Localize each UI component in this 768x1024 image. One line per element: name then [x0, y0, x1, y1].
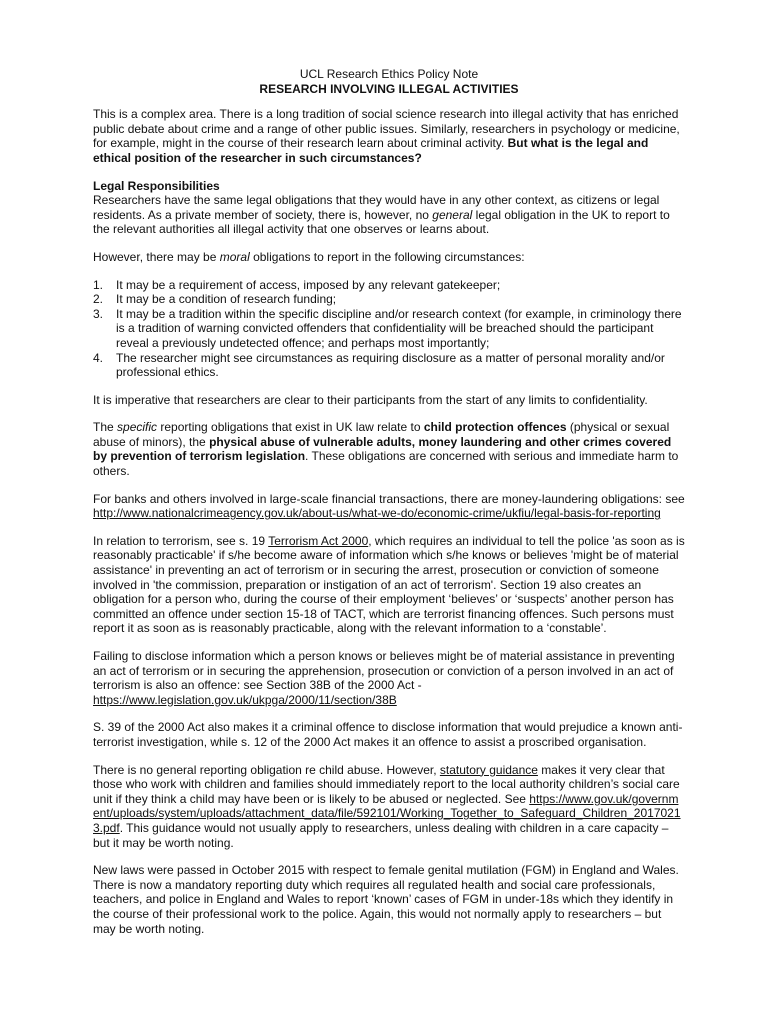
- specific-bold-child-protection: child protection offences: [423, 420, 567, 435]
- list-item-text: It may be a tradition within the specific discipline and/or research context (for example, in criminology there is a tradition of warning convicted offenders that confidentiality will be breached should the participant reveal a previously undetected offence; and perhaps most importantly;: [116, 306, 682, 350]
- list-item: [93, 351, 685, 380]
- list-item-number: 1.: [93, 277, 104, 292]
- terrorism-act-link[interactable]: Terrorism Act 2000: [268, 533, 369, 548]
- working-together-link[interactable]: https://www.gov.uk/government/uploads/system/uploads/attachment_data/file/592101/Working_Together_to_Safeguard_Children_20170213.pdf: [93, 791, 681, 835]
- legal-responsibilities-heading: Legal Responsibilities: [93, 178, 220, 193]
- document-header: [93, 67, 685, 96]
- list-item: [93, 278, 685, 293]
- banks-text: For banks and others involved in large-scale financial transactions, there are money-laundering obligations: see: [93, 491, 685, 506]
- child-text-a: There is no general reporting obligation re child abuse. However,: [93, 762, 440, 777]
- policy-note-title: UCL Research Ethics Policy Note: [299, 67, 479, 81]
- specific-obligations-paragraph: [93, 420, 685, 478]
- child-text-b: makes it very clear that those who work with children and families should immediately report to the local authority children’s social care unit if they think a child may have been or is likely to be abused or neglected. See: [93, 762, 680, 806]
- specific-text-b: reporting obligations that exist in UK law relate to: [157, 420, 424, 435]
- fgm-paragraph: New laws were passed in October 2015 with respect to female genital mutilation (FGM) in England and Wales. There is now a mandatory reporting duty which requires all regulated health and social care professionals, teachers, and police in England and Wales to report ‘known’ cases of FGM in under-18s which they identify in the course of their professional work to the police. Again, this would not normally apply to researchers – but may be worth noting.: [93, 863, 679, 936]
- intro-paragraph: [93, 107, 685, 165]
- specific-bold-abuse-laundering: physical abuse of vulnerable adults, money laundering and other crimes covered by prevention of terrorism legislation: [93, 434, 672, 464]
- legislation-link[interactable]: https://www.legislation.gov.uk/ukpga/2000/11/section/38B: [93, 692, 397, 707]
- specific-text-italic: specific: [117, 420, 158, 435]
- failing-text: Failing to disclose information which a person knows or believes might be of material assistance in preventing an act of terrorism or in securing the apprehension, prosecution or conviction of a person involved in an act of terrorism is also an offence: see Section 38B of the 2000 Act -: [93, 649, 675, 693]
- failing-to-disclose-paragraph: [93, 649, 685, 707]
- legal-responsibilities-section: [93, 179, 685, 237]
- list-item-number: 2.: [93, 292, 104, 307]
- s39-paragraph: S. 39 of the 2000 Act also makes it a criminal offence to disclose information that would prejudice a known anti-terrorist investigation, while s. 12 of the 2000 Act makes it an offence to assist a proscribed organisation.: [93, 720, 683, 749]
- circumstances-list: [93, 278, 685, 380]
- legal-text-italic: general: [432, 207, 473, 222]
- nca-link[interactable]: http://www.nationalcrimeagency.gov.uk/about-us/what-we-do/economic-crime/ukfiu/legal-basis-for-reporting: [93, 506, 661, 521]
- imperative-paragraph: It is imperative that researchers are clear to their participants from the start of any limits to confidentiality.: [93, 392, 648, 407]
- child-abuse-paragraph: [93, 763, 685, 851]
- terrorism-text-b: , which requires an individual to tell the police 'as soon as is reasonably practicable' if s/he become aware of information which s/he knows or believes 'might be of material assistance' in preventing an act of terrorism or in securing the arrest, prosecution or conviction of someone involved in 'the commission, preparation or instigation of an act of terrorism'. Section 19 also creates an obligation for a person who, during the course of their employment ‘believes’ or ‘suspects’ another person has committed an offence under section 15-18 of TACT, which are terrorist financing offences. Such persons must report it as soon as is reasonably practicable, along with the relevant information to a ‘constable’.: [93, 533, 685, 636]
- list-item-text: The researcher might see circumstances as requiring disclosure as a matter of personal morality and/or professional ethics.: [116, 350, 665, 380]
- banks-paragraph: [93, 492, 685, 521]
- terrorism-text-a: In relation to terrorism, see s. 19: [93, 533, 269, 548]
- list-item-text: It may be a requirement of access, imposed by any relevant gatekeeper;: [116, 277, 501, 292]
- moral-obligations-paragraph: [93, 250, 685, 265]
- intro-text: This is a complex area. There is a long tradition of social science research into illegal activity that has enriched public debate about crime and a range of other public issues. Similarly, researchers in psychology or medicine, for example, might in the course of their research learn about criminal activity.: [93, 107, 680, 151]
- moral-text-italic: moral: [219, 249, 250, 264]
- specific-text-a: The: [93, 420, 118, 435]
- list-item-text: It may be a condition of research funding;: [116, 292, 337, 307]
- child-text-c: . This guidance would not usually apply to researchers, unless dealing with children in a care capacity – but it may be worth noting.: [93, 820, 669, 850]
- specific-text-d: . These obligations are concerned with serious and immediate harm to others.: [93, 449, 679, 479]
- document-title: RESEARCH INVOLVING ILLEGAL ACTIVITIES: [259, 81, 519, 96]
- moral-text-b: obligations to report in the following circumstances:: [249, 249, 525, 264]
- legal-text-b: legal obligation in the UK to report to the relevant authorities all illegal activity that one observes or learns about.: [93, 207, 670, 237]
- document-body: [93, 67, 685, 949]
- moral-text-a: However, there may be: [93, 249, 220, 264]
- list-item: [93, 292, 685, 307]
- specific-text-c: (physical or sexual abuse of minors), the: [93, 420, 670, 449]
- statutory-guidance-link[interactable]: statutory guidance: [439, 762, 538, 777]
- list-item-number: 4.: [93, 350, 104, 365]
- legal-text-a: Researchers have the same legal obligations that they would have in any other context, as citizens or legal residents. As a private member of society, there is, however, no: [93, 193, 660, 222]
- terrorism-paragraph: [93, 534, 685, 636]
- intro-question: But what is the legal and ethical position of the researcher in such circumstances?: [93, 136, 649, 165]
- list-item: [93, 307, 685, 351]
- list-item-number: 3.: [93, 306, 104, 321]
